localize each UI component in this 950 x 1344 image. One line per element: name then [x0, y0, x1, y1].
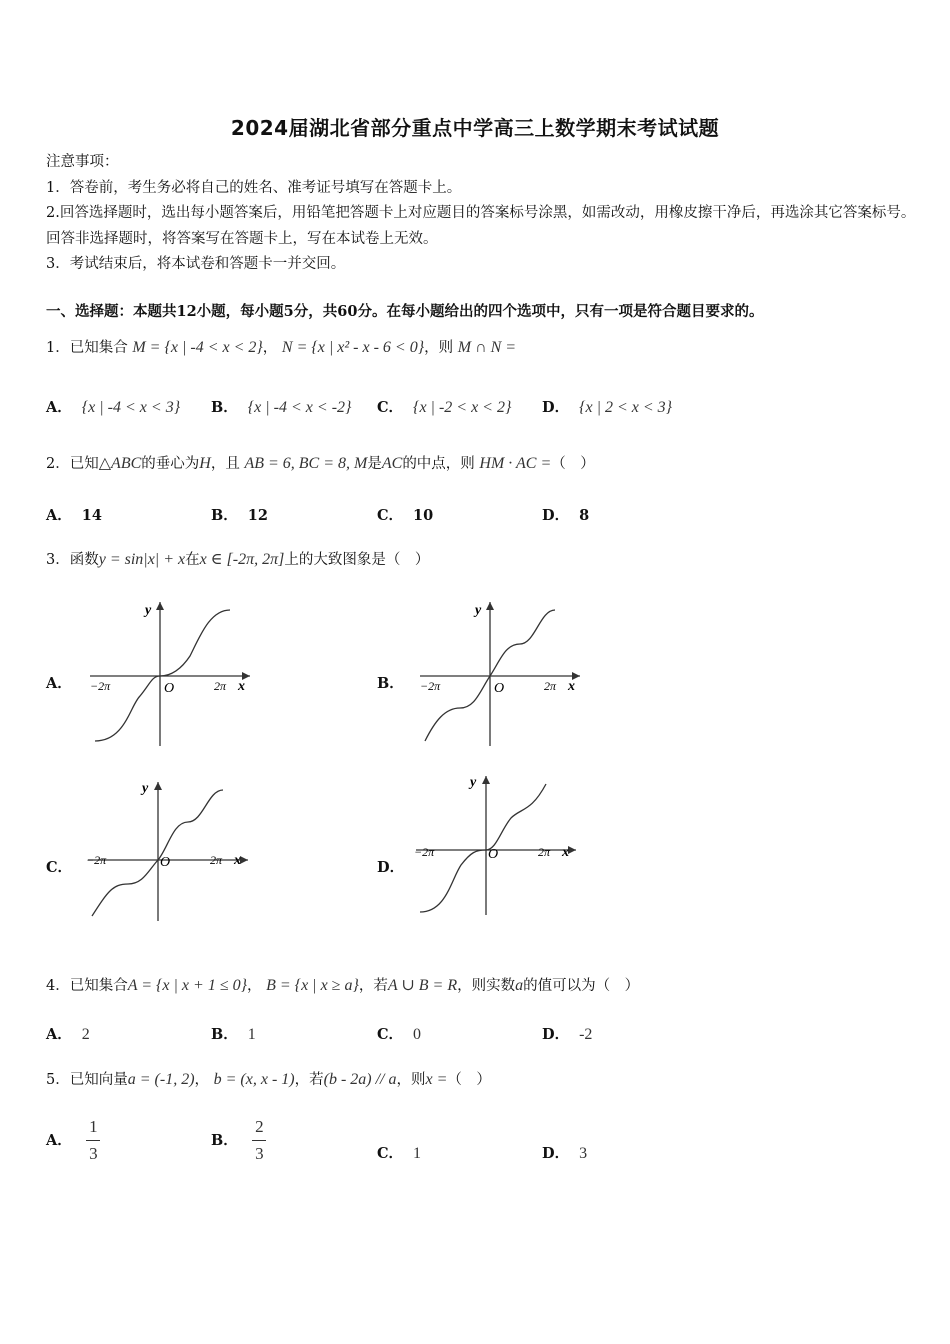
page-title: 2024届湖北省部分重点中学高三上数学期末考试试题	[230, 116, 720, 140]
graph-a	[80, 596, 260, 756]
option-d[interactable]: D．	[377, 859, 405, 876]
svg-text:x: x	[562, 845, 569, 860]
option-b[interactable]: B． 12	[211, 507, 268, 524]
svg-text:−2π: −2π	[420, 679, 441, 693]
svg-text:O: O	[488, 847, 499, 862]
svg-text:O: O	[164, 681, 175, 696]
section-heading: 一、选择题：本题共12小题，每小题5分，共60分。在每小题给出的四个选项中，只有一项是符合题目要求的。	[46, 303, 764, 320]
option-a[interactable]: A． 14	[46, 507, 102, 524]
svg-text:2π: 2π	[544, 679, 557, 693]
svg-text:2π: 2π	[214, 679, 227, 693]
option-c[interactable]: C．	[46, 859, 73, 876]
svg-text:−2π: −2π	[414, 845, 435, 859]
set-n: N = {x | x² - x - 6 < 0}	[281, 339, 425, 356]
option-b[interactable]: B．	[377, 675, 404, 692]
graph-b	[410, 596, 590, 756]
svg-text:y: y	[475, 603, 482, 618]
option-d[interactable]: D． 8	[542, 507, 590, 524]
option-d[interactable]: D． 3	[542, 1145, 588, 1162]
svg-text:y: y	[470, 775, 477, 790]
svg-text:2π: 2π	[538, 845, 551, 859]
fraction: $\frac{1}{3}$	[86, 1116, 100, 1165]
notes-item: 3．考试结束后，将本试卷和答题卡一并交回。	[46, 256, 346, 272]
option-a[interactable]: A．	[46, 675, 72, 692]
question-2: 2．已知△ABC的垂心为H，且 AB = 6, BC = 8, M是AC的中点，则 HM · AC =（ ）	[46, 455, 595, 472]
notes-heading: 注意事项：	[46, 154, 119, 170]
fraction: $\frac{2}{3}$	[252, 1116, 266, 1165]
option-a[interactable]: A． {x | -4 < x < 3}	[46, 399, 181, 416]
option-c[interactable]: C． 1	[377, 1145, 422, 1162]
svg-text:O: O	[494, 681, 505, 696]
svg-text:x: x	[234, 853, 241, 868]
option-d[interactable]: D． {x | 2 < x < 3}	[542, 399, 673, 416]
option-b[interactable]: B． {x | -4 < x < -2}	[211, 399, 352, 416]
option-a[interactable]: A． 2	[46, 1026, 90, 1043]
svg-text:y: y	[142, 781, 149, 796]
graph-c	[78, 776, 258, 926]
option-c[interactable]: C． {x | -2 < x < 2}	[377, 399, 512, 416]
svg-text:y: y	[145, 603, 152, 618]
notes-item: 2.回答选择题时，选出每小题答案后，用铅笔把答题卡上对应题目的答案标号涂黑，如需改动，用橡皮擦干净后，再选涂其它答案标号。回答非选择题时，将答案写在答题卡上，写在本试卷上无效。	[46, 205, 916, 247]
option-c[interactable]: C． 0	[377, 1026, 422, 1043]
notes	[46, 150, 916, 278]
svg-text:O: O	[160, 855, 171, 870]
option-d[interactable]: D． -2	[542, 1026, 593, 1043]
expr: M ∩ N =	[457, 339, 517, 356]
svg-text:−2π: −2π	[90, 679, 111, 693]
set-m: M = {x | -4 < x < 2}	[132, 339, 263, 356]
option-c[interactable]: C． 10	[377, 507, 434, 524]
question-3: 3．函数y = sin|x| + x在x ∈ [-2π, 2π]上的大致图象是（ ）	[46, 551, 430, 568]
option-a[interactable]: A． $\frac{1}{3}$	[46, 1116, 100, 1165]
option-b[interactable]: B． 1	[211, 1026, 256, 1043]
svg-text:2π: 2π	[210, 853, 223, 867]
graph-d	[406, 770, 586, 920]
svg-text:x: x	[238, 679, 245, 694]
notes-item: 1．答卷前，考生务必将自己的姓名、准考证号填写在答题卡上。	[46, 179, 462, 196]
svg-text:−2π: −2π	[86, 853, 107, 867]
option-b[interactable]: B． $\frac{2}{3}$	[211, 1116, 266, 1165]
svg-text:x: x	[568, 679, 575, 694]
question-5: 5．已知向量a = (-1, 2)， b = (x, x - 1)，若(b - 2a) // a，则x =（ ）	[46, 1071, 491, 1088]
question-1: 1．已知集合 M = {x | -4 < x < 2}， N = {x | x² - x - 6 < 0}，则 M ∩ N =	[46, 339, 517, 356]
question-4: 4．已知集合A = {x | x + 1 ≤ 0}， B = {x | x ≥ a}，若A ∪ B = R，则实数a的值可以为（ ）	[46, 977, 640, 994]
